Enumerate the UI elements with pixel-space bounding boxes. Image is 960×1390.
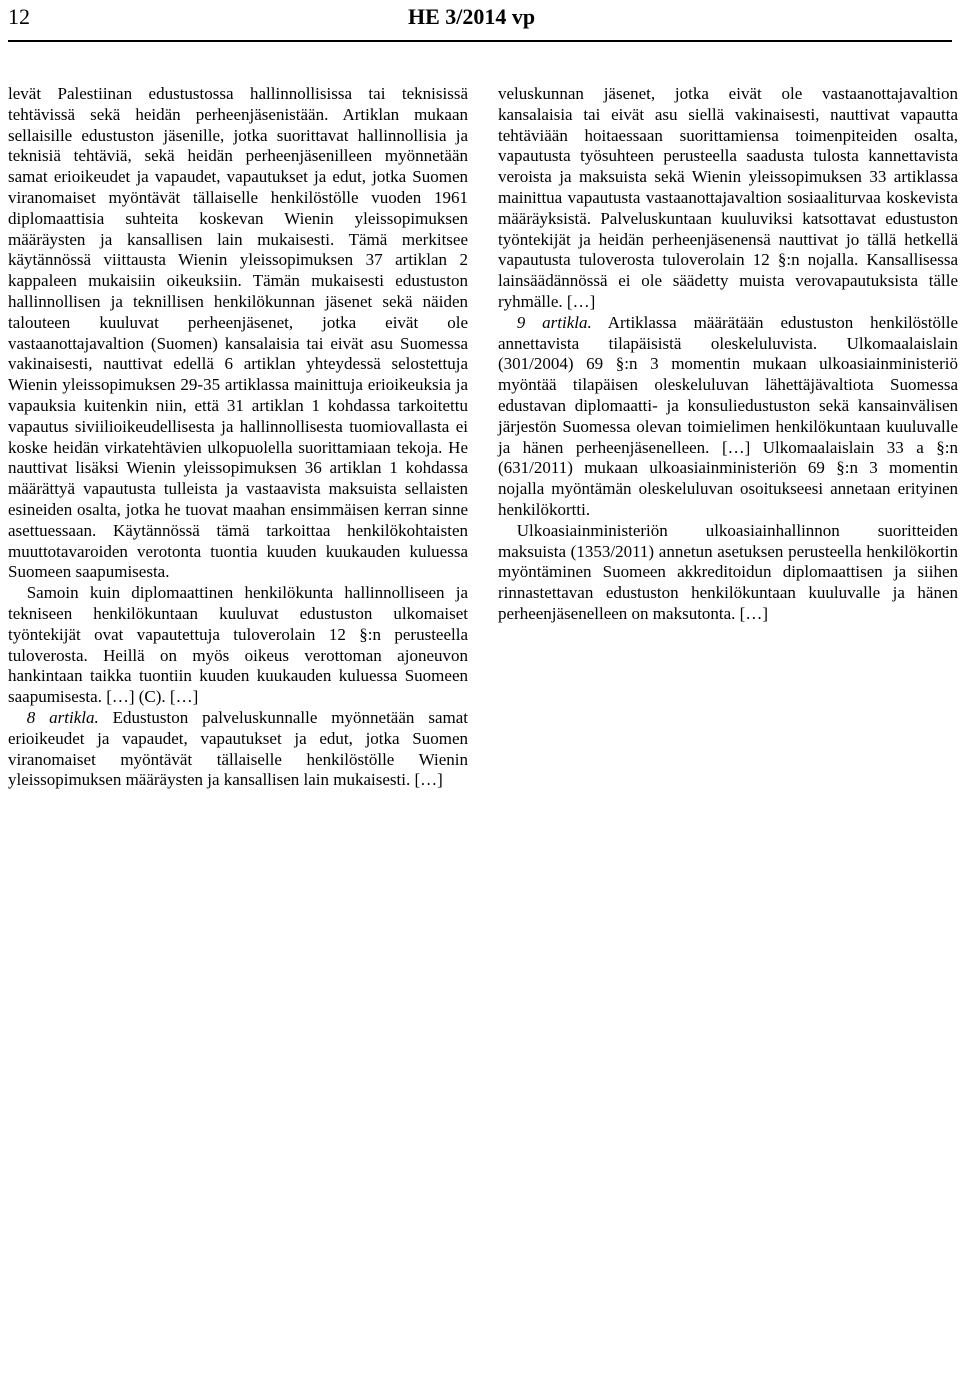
right-paragraph-1: veluskunnan jäsenet, jotka eivät ole vastaanottajavaltion kansalaisia tai eivät asu siellä vakinaisesti, nauttivat vapautta tehtäviään hoitaessaan suorittamiensa toimenpiteiden osalta, vapautusta työsuhteen perusteella saadusta tulosta kannettavista veroista ja maksuista sekä Wienin yleissopimuksen 33 artiklassa mainittua vapautusta vastaanottajavaltion sosiaaliturvaa koskevista määräyksistä. Palveluskuntaan kuuluviksi katsottavat edustuston työntekijät ja heidän perheenjäsenensä nauttivat jo tällä hetkellä vapautusta tuloverosta tuloverolain 12 §:n nojalla. Kansallisessa lainsäädännössä ei ole säädetty muista verovapautuksista tälle ryhmälle. […] [498, 84, 958, 311]
right-column [498, 84, 958, 625]
article-8-heading: 8 artikla. [26, 707, 99, 727]
left-column [8, 84, 468, 791]
article-8-text: Edustuston palveluskunnalle myönnetään samat erioikeudet ja vapaudet, vapautukset ja edut, jotka Suomen viranomaiset myöntävät tällaiselle henkilöstölle Wienin yleissopimuksen määräysten ja kansallisen lain mukaisesti. […] [8, 707, 468, 790]
page-header [8, 4, 952, 44]
document-id: HE 3/2014 vp [408, 4, 536, 29]
article-9-text: Artiklassa määrätään edustuston henkilöstölle annettavista tilapäisistä oleskeluluvista. Ulkomaalaislain (301/2004) 69 §:n 3 momentin mukaan ulkoasiainministeriö myöntää tilapäisen oleskeluluvan lähettäjävaltiota Suomessa edustavan diplomaatti- ja konsuliedustuston sekä kansainvälisen järjestön Suomessa olevan toimielimen henkilökuntaan kuuluvalle ja hänen perheenjäsenelleen. […] Ulkomaalaislain 33 a §:n (631/2011) mukaan ulkoasiainministeriön 69 §:n 3 momentin nojalla myöntämän oleskeluluvan osoitukseesi annetaan erityinen henkilökortti. [498, 312, 958, 519]
left-paragraph-2: Samoin kuin diplomaattinen henkilökunta hallinnolliseen ja tekniseen henkilökuntaan kuuluvat edustuston ulkomaiset työntekijät ovat vapautettuja tuloverolain 12 §:n perusteella tuloverosta. Heillä on myös oikeus verottoman ajoneuvon hankintaan taikka tuontiin kuuden kuukauden kuluessa Suomeen saapumisesta. […] (C). […] [8, 583, 468, 707]
left-paragraph-1: levät Palestiinan edustustossa hallinnollisissa tai teknisissä tehtävissä sekä heidän perheenjäsenistään. Artiklan mukaan sellaisille edustuston jäsenille, jotka suorittavat hallinnollisia ja teknisiä tehtäviä, sekä heidän perheenjäsenilleen myönnetään samat erioikeudet ja vapaudet, vapautukset ja edut, jotka Suomen viranomaiset myöntävät tällaiselle henkilöstölle vuoden 1961 diplomaattisia suhteita koskevan Wienin yleissopimuksen määräysten ja kansallisen lain mukaisesti. Tämä merkitsee käytännössä viittausta Wienin yleissopimuksen 37 artiklan 2 kappaleen mukaisiin oikeuksiin. Tämän mukaisesti edustuston hallinnollisen ja teknillisen henkilökunnan jäsenet sekä näiden talouteen kuuluvat perheenjäsenet, jotka eivät ole vastaanottajavaltion (Suomen) kansalaisia tai eivät asu Suomessa vakinaisesti, nauttivat edellä 6 artiklan yhteydessä selostettuja Wienin yleissopimuksen 29-35 artiklassa mainittuja erioikeuksia ja vapauksia kuitenkin niin, että 31 artiklan 1 kohdassa tarkoitettu vapautus siviilioikeudellisesta ja hallinnollisesta tuomiovallasta ei koske heidän virkatehtävien ulkopuolella suorittamiaan tekoja. He nauttivat lisäksi Wienin yleissopimuksen 36 artiklan 1 kohdassa määrättyä vapautusta tulleista ja vastaavista maksuista sellaisten esineiden osalta, jotka he tuovat maahan ensimmäisen kerran sinne asettuessaan. Käytännössä tämä tarkoittaa henkilökohtaisten muuttotavaroiden verotonta tuontia kuuden kuukauden kuluessa Suomeen saapumisesta. [8, 84, 468, 582]
left-paragraph-3 [8, 708, 468, 791]
article-9-heading: 9 artikla. [516, 312, 592, 332]
right-paragraph-3: Ulkoasiainministeriön ulkoasiainhallinnon suoritteiden maksuista (1353/2011) annetun asetuksen perusteella henkilökortin myöntäminen Suomeen akkreditoidun diplomaattisen ja siihen rinnastettavan edustuston henkilökuntaan kuuluvalle ja hänen perheenjäsenelleen on maksutonta. […] [498, 520, 958, 623]
header-rule [8, 40, 952, 42]
right-paragraph-2 [498, 313, 958, 521]
page-number: 12 [8, 4, 30, 29]
